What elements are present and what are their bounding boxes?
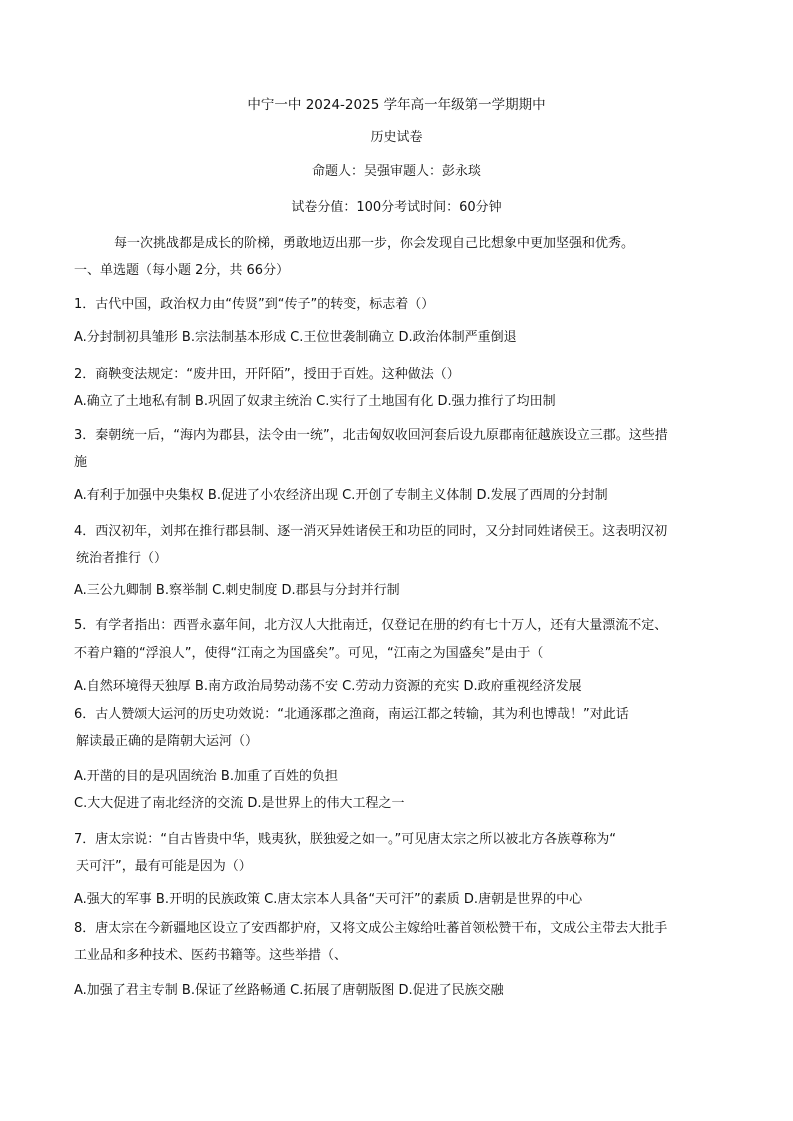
question-6-stem-cont: 解读最正确的是隋朝大运河（） bbox=[76, 734, 259, 749]
exam-info: 试卷分值：100分考试时间：60分钟 bbox=[291, 200, 502, 215]
question-5-stem: 5．有学者指出：西晋永嘉年间，北方汉人大批南迁，仅登记在册的约有七十万人，还有大量漂流不定、 bbox=[74, 618, 668, 633]
question-1-options: A.分封制初具雏形 B.宗法制基本形成 C.王位世袭制确立 D.政治体制严重倒退 bbox=[74, 330, 517, 345]
question-4-options: A.三公九卿制 B.察举制 C.刺史制度 D.郡县与分封并行制 bbox=[74, 583, 400, 598]
question-7-options: A.强大的军事 B.开明的民族政策 C.唐太宗本人具备“天可汗”的素质 D.唐朝是世界的中心 bbox=[74, 892, 583, 907]
subject-title: 历史试卷 bbox=[370, 130, 423, 145]
question-6-stem: 6．古人赞颂大运河的历史功效说：“北通涿郡之渔商，南运江都之转输，其为利也博哉！”对此话 bbox=[74, 707, 629, 722]
question-4-stem: 4．西汉初年，刘邦在推行郡县制、逐一消灭异姓诸侯王和功臣的同时，又分封同姓诸侯王。这表明汉初 bbox=[74, 524, 668, 539]
question-2-stem: 2．商鞅变法规定：“废井田，开阡陌”，授田于百姓。这种做法（） bbox=[74, 367, 460, 382]
question-3-options: A.有利于加强中央集权 B.促进了小农经济出现 C.开创了专制主义体制 D.发展了西周的分封制 bbox=[74, 488, 608, 503]
exam-title: 中宁一中 2024-2025 学年高一年级第一学期期中 bbox=[247, 97, 546, 113]
question-3-stem: 3．秦朝统一后，“海内为郡县，法令由一统”，北击匈奴收回河套后设九原郡南征越族设立三郡。这些措 bbox=[74, 428, 668, 443]
question-8-stem-cont: 工业品和多种技术、医药书籍等。这些举措（、 bbox=[74, 948, 348, 963]
question-6-options-ab: A.开凿的目的是巩固统治 B.加重了百姓的负担 bbox=[74, 769, 338, 784]
authors-line: 命题人：吴强审题人：彭永琰 bbox=[311, 164, 481, 179]
question-5-options: A.自然环境得天独厚 B.南方政治局势动荡不安 C.劳动力资源的充实 D.政府重视经济发展 bbox=[74, 679, 582, 694]
question-7-stem: 7．唐太宗说：“自古皆贵中华，贱夷狄，朕独爱之如一。”可见唐太宗之所以被北方各族尊称为“ bbox=[74, 832, 616, 847]
question-7-stem-cont: 天可汗”，最有可能是因为（） bbox=[76, 859, 252, 874]
question-1-stem: 1．古代中国，政治权力由“传贤”到“传子”的转变，标志着（） bbox=[74, 297, 435, 312]
question-8-stem: 8．唐太宗在今新疆地区设立了安西都护府，又将文成公主嫁给吐蕃首领松赞干布，文成公主带去大批手 bbox=[74, 921, 668, 936]
question-8-options: A.加强了君主专制 B.保证了丝路畅通 C.拓展了唐朝版图 D.促进了民族交融 bbox=[74, 983, 504, 998]
question-6-options-cd: C.大大促进了南北经济的交流 D.是世界上的伟大工程之一 bbox=[74, 796, 405, 811]
question-3-stem-cont: 施 bbox=[74, 455, 88, 470]
motto: 每一次挑战都是成长的阶梯，勇敢地迈出那一步，你会发现自己比想象中更加坚强和优秀。 bbox=[114, 236, 635, 251]
question-2-options: A.确立了土地私有制 B.巩固了奴隶主统治 C.实行了土地国有化 D.强力推行了均田制 bbox=[74, 394, 556, 409]
question-4-stem-cont: 统治者推行（） bbox=[76, 551, 168, 566]
question-5-stem-cont: 不着户籍的“浮浪人”，使得“江南之为国盛矣”。可见，“江南之为国盛矣”是由于（ bbox=[74, 646, 544, 661]
section-title: 一、单选题（每小题 2分，共 66分） bbox=[74, 263, 290, 278]
